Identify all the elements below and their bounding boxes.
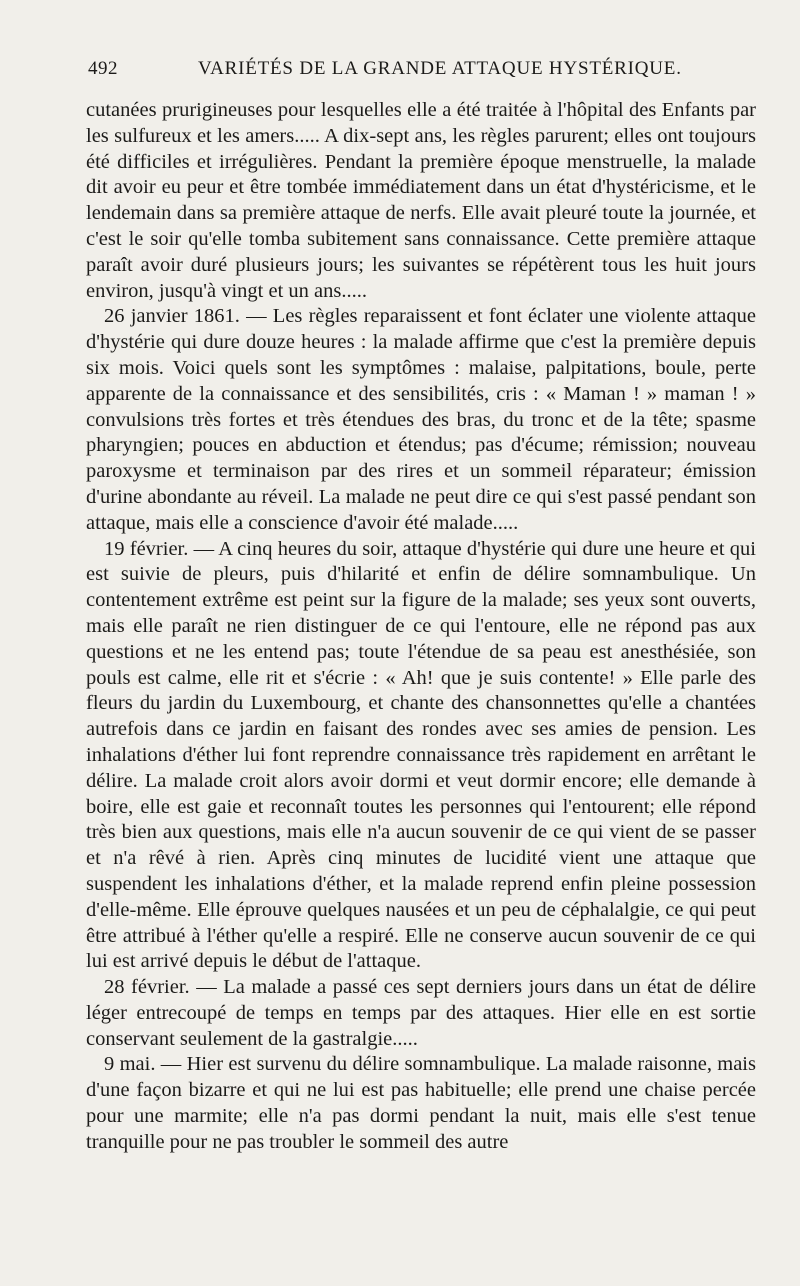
page-number: 492: [88, 58, 118, 79]
running-title: VARIÉTÉS DE LA GRANDE ATTAQUE HYSTÉRIQUE.: [198, 58, 682, 79]
paragraph-19-fevrier: 19 février. — A cinq heures du soir, attaque d'hystérie qui dure une heure et qui est suivie de pleurs, puis d'hilarité et enfin de délire somnambulique. Un contentement extrême est peint sur la figure de la malade; ses yeux sont ouverts, mais elle paraît ne rien distinguer de ce qui l'entoure, elle ne répond pas aux questions et ne les entend pas; toute l'étendue de sa peau est anesthésiée, son pouls est calme, elle rit et s'écrie : « Ah! que je suis contente! » Elle parle des fleurs du jardin du Luxembourg, et chante des chansonnettes qu'elle a chantées autrefois dans ce jardin en faisant des rondes avec ses amies de pension. Les inhalations d'éther lui font reprendre connaissance très rapidement en arrêtant le délire. La malade croit alors avoir dormi et veut dormir encore; elle demande à boire, elle est gaie et reconnaît toutes les personnes qui l'entourent; elle répond très bien aux questions, mais elle n'a aucun souvenir de ce qui vient de se passer et n'a rêvé à rien. Après cinq minutes de lucidité vient une attaque que suspendent les inhalations d'éther, et la malade reprend enfin pleine possession d'elle-même. Elle éprouve quelques nausées et un peu de céphalalgie, ce qui peut être attribué à l'éther qu'elle a respiré. Elle ne conserve aucun souvenir de ce qui lui est arrivé depuis le début de l'attaque.: [86, 537, 756, 973]
paragraph-28-fevrier: 28 février. — La malade a passé ces sept derniers jours dans un état de délire léger entrecoupé de temps en temps par des attaques. Hier elle en est sortie conservant seulement de la gastralgie.....: [86, 976, 756, 1050]
paragraph-26-janvier: 26 janvier 1861. — Les règles reparaissent et font éclater une violente attaque d'hystérie qui dure douze heures : la malade affirme que c'est la première depuis six mois. Voici quels sont les symptômes : malaise, palpitations, boule, perte apparente de la connaissance et des sensibilités, cris : « Maman ! » maman ! » convulsions très fortes et très étendues des bras, du tronc et de la tête; spasme pharyngien; pouces en abduction et étendus; pas d'écume; rémission; nouveau paroxysme et terminaison par des rires et un sommeil réparateur; émission d'urine abondante au réveil. La malade ne peut dire ce qui s'est passé pendant son attaque, mais elle a conscience d'avoir été malade.....: [86, 305, 756, 534]
paragraph-continuation: cutanées prurigineuses pour lesquelles elle a été traitée à l'hôpital des Enfants par les sulfureux et les amers..... A dix-sept ans, les règles parurent; elles ont toujours été difficiles et irrégulières. Pendant la première époque menstruelle, la malade dit avoir eu peur et être tombée immédiatement dans un état d'hystéricisme, et le lendemain dans sa première attaque de nerfs. Elle avait pleuré toute la journée, et c'est le soir qu'elle tomba subitement sans connaissance. Cette première attaque paraît avoir duré plusieurs jours; les suivantes se répétèrent tous les huit jours environ, jusqu'à vingt et un ans.....: [86, 99, 756, 302]
paragraph-9-mai: 9 mai. — Hier est survenu du délire somnambulique. La malade raisonne, mais d'une façon bizarre et qui ne lui est pas habituelle; elle prend une chaise percée pour une marmite; elle n'a pas dormi pendant la nuit, mais elle s'est tenue tranquille pour ne pas troubler le sommeil des autre: [86, 1053, 756, 1153]
page-header: [88, 58, 758, 88]
page-body: [86, 98, 756, 1156]
